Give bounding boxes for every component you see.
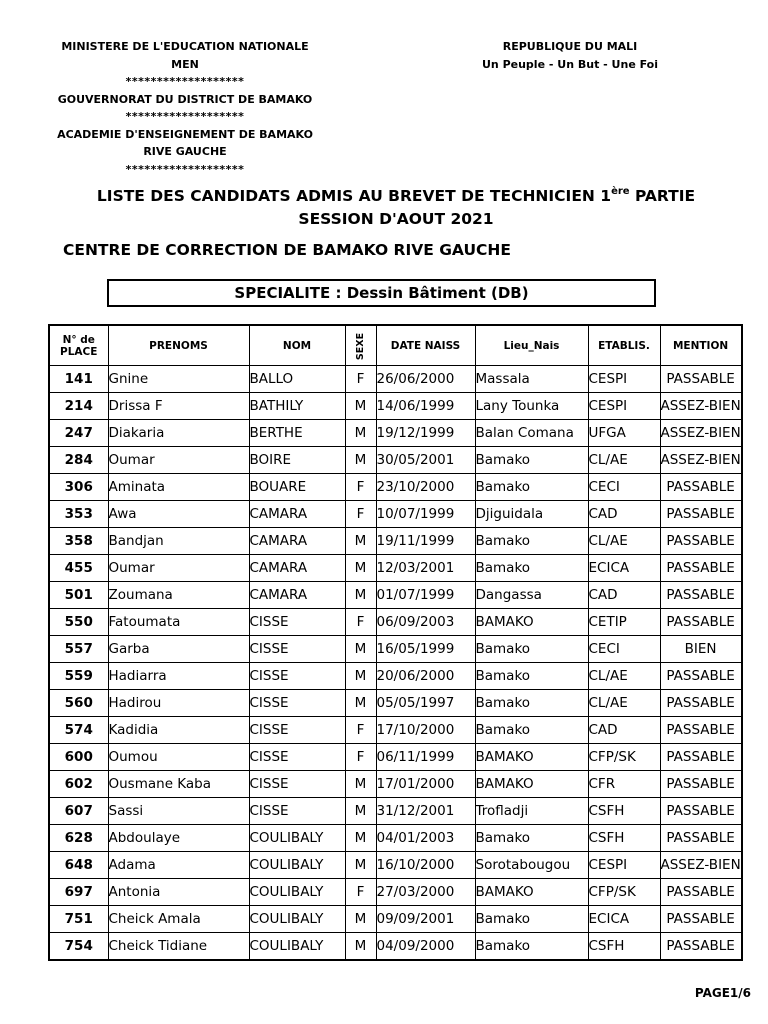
cell-date: 01/07/1999 <box>376 582 475 609</box>
cell-etablis: CFP/SK <box>588 744 660 771</box>
cell-etablis: CL/AE <box>588 690 660 717</box>
table-row <box>49 393 742 420</box>
table-row <box>49 636 742 663</box>
cell-date: 16/10/2000 <box>376 852 475 879</box>
separator-stars: ******************* <box>125 162 245 176</box>
cell-etablis: CSFH <box>588 933 660 961</box>
cell-sexe: F <box>345 879 376 906</box>
cell-nom: COULIBALY <box>249 852 345 879</box>
cell-prenoms: Oumou <box>108 744 249 771</box>
cell-nom: CISSE <box>249 609 345 636</box>
cell-sexe: M <box>345 582 376 609</box>
cell-etablis: CESPI <box>588 393 660 420</box>
cell-place: 574 <box>49 717 108 744</box>
cell-place: 754 <box>49 933 108 961</box>
cell-place: 751 <box>49 906 108 933</box>
cell-place: 607 <box>49 798 108 825</box>
cell-sexe: M <box>345 663 376 690</box>
cell-etablis: CAD <box>588 501 660 528</box>
cell-place: 306 <box>49 474 108 501</box>
cell-nom: CISSE <box>249 663 345 690</box>
cell-lieu: BAMAKO <box>475 609 588 636</box>
cell-date: 19/12/1999 <box>376 420 475 447</box>
cell-sexe: F <box>345 744 376 771</box>
cell-lieu: Bamako <box>475 663 588 690</box>
cell-place: 455 <box>49 555 108 582</box>
cell-date: 06/11/1999 <box>376 744 475 771</box>
cell-sexe: M <box>345 528 376 555</box>
cell-place: 141 <box>49 366 108 393</box>
table-row <box>49 879 742 906</box>
cell-nom: CISSE <box>249 636 345 663</box>
cell-date: 05/05/1997 <box>376 690 475 717</box>
cell-prenoms: Antonia <box>108 879 249 906</box>
cell-date: 14/06/1999 <box>376 393 475 420</box>
cell-nom: CAMARA <box>249 528 345 555</box>
cell-date: 19/11/1999 <box>376 528 475 555</box>
cell-date: 20/06/2000 <box>376 663 475 690</box>
cell-etablis: CESPI <box>588 852 660 879</box>
table-row <box>49 906 742 933</box>
table-row <box>49 528 742 555</box>
cell-mention: PASSABLE <box>660 690 742 717</box>
cell-lieu: Bamako <box>475 474 588 501</box>
cell-etablis: UFGA <box>588 420 660 447</box>
title-line-1: LISTE DES CANDIDATS ADMIS AU BREVET DE TECHNICIEN 1ère PARTIE <box>96 186 696 205</box>
table-row <box>49 474 742 501</box>
academy-name: ACADEMIE D'ENSEIGNEMENT DE BAMAKO <box>57 127 313 141</box>
cell-place: 559 <box>49 663 108 690</box>
cell-sexe: M <box>345 771 376 798</box>
cell-mention: PASSABLE <box>660 717 742 744</box>
cell-date: 06/09/2003 <box>376 609 475 636</box>
country-motto: Un Peuple - Un But - Une Foi <box>481 57 659 71</box>
table-row <box>49 933 742 961</box>
cell-prenoms: Cheick Tidiane <box>108 933 249 961</box>
cell-nom: CAMARA <box>249 501 345 528</box>
col-prenoms-header: PRENOMS <box>108 325 249 366</box>
cell-place: 628 <box>49 825 108 852</box>
cell-sexe: F <box>345 609 376 636</box>
candidates-table <box>48 324 743 961</box>
cell-date: 30/05/2001 <box>376 447 475 474</box>
specialty-box: SPECIALITE : Dessin Bâtiment (DB) <box>107 279 656 307</box>
cell-mention: ASSEZ-BIEN <box>660 393 742 420</box>
cell-nom: BATHILY <box>249 393 345 420</box>
cell-place: 602 <box>49 771 108 798</box>
cell-etablis: CFR <box>588 771 660 798</box>
cell-nom: COULIBALY <box>249 879 345 906</box>
col-place-header: N° de PLACE <box>49 325 108 366</box>
cell-mention: PASSABLE <box>660 663 742 690</box>
cell-sexe: M <box>345 636 376 663</box>
cell-sexe: M <box>345 447 376 474</box>
table-row <box>49 663 742 690</box>
cell-place: 358 <box>49 528 108 555</box>
cell-etablis: CSFH <box>588 798 660 825</box>
cell-place: 550 <box>49 609 108 636</box>
cell-prenoms: Zoumana <box>108 582 249 609</box>
cell-place: 557 <box>49 636 108 663</box>
cell-mention: PASSABLE <box>660 771 742 798</box>
cell-lieu: BAMAKO <box>475 771 588 798</box>
table-row <box>49 420 742 447</box>
correction-centre: CENTRE DE CORRECTION DE BAMAKO RIVE GAUCHE <box>63 241 511 259</box>
cell-nom: COULIBALY <box>249 933 345 961</box>
cell-sexe: M <box>345 933 376 961</box>
table-row <box>49 447 742 474</box>
cell-lieu: Bamako <box>475 636 588 663</box>
table-row <box>49 555 742 582</box>
cell-lieu: Bamako <box>475 528 588 555</box>
cell-sexe: M <box>345 420 376 447</box>
cell-mention: PASSABLE <box>660 528 742 555</box>
cell-lieu: Lany Tounka <box>475 393 588 420</box>
cell-prenoms: Aminata <box>108 474 249 501</box>
cell-nom: CISSE <box>249 798 345 825</box>
cell-place: 697 <box>49 879 108 906</box>
cell-sexe: M <box>345 555 376 582</box>
header-right <box>455 38 685 73</box>
table-row <box>49 690 742 717</box>
cell-mention: PASSABLE <box>660 555 742 582</box>
cell-place: 284 <box>49 447 108 474</box>
cell-prenoms: Kadidia <box>108 717 249 744</box>
cell-lieu: Massala <box>475 366 588 393</box>
cell-nom: CISSE <box>249 744 345 771</box>
col-sexe-header: SEXE <box>345 325 376 366</box>
cell-nom: CISSE <box>249 771 345 798</box>
cell-lieu: Balan Comana <box>475 420 588 447</box>
country-name: REPUBLIQUE DU MALI <box>502 40 638 53</box>
cell-place: 214 <box>49 393 108 420</box>
cell-date: 12/03/2001 <box>376 555 475 582</box>
cell-etablis: CESPI <box>588 366 660 393</box>
cell-mention: PASSABLE <box>660 582 742 609</box>
cell-prenoms: Cheick Amala <box>108 906 249 933</box>
cell-nom: BOIRE <box>249 447 345 474</box>
separator-stars: ******************* <box>125 110 245 123</box>
table-row <box>49 852 742 879</box>
cell-date: 09/09/2001 <box>376 906 475 933</box>
table-row <box>49 798 742 825</box>
cell-lieu: Dangassa <box>475 582 588 609</box>
cell-sexe: M <box>345 393 376 420</box>
cell-sexe: F <box>345 501 376 528</box>
cell-lieu: Bamako <box>475 906 588 933</box>
cell-lieu: BAMAKO <box>475 879 588 906</box>
cell-nom: CISSE <box>249 690 345 717</box>
col-lieu-header: Lieu_Nais <box>475 325 588 366</box>
cell-etablis: CECI <box>588 636 660 663</box>
cell-etablis: CSFH <box>588 825 660 852</box>
cell-prenoms: Hadiarra <box>108 663 249 690</box>
cell-nom: BERTHE <box>249 420 345 447</box>
header-left <box>30 38 340 178</box>
cell-place: 247 <box>49 420 108 447</box>
table-row <box>49 717 742 744</box>
cell-date: 31/12/2001 <box>376 798 475 825</box>
table-row <box>49 366 742 393</box>
cell-date: 17/10/2000 <box>376 717 475 744</box>
cell-prenoms: Oumar <box>108 447 249 474</box>
document-title <box>0 180 768 231</box>
cell-prenoms: Bandjan <box>108 528 249 555</box>
separator-stars: ******************* <box>125 75 245 88</box>
table-row <box>49 744 742 771</box>
cell-etablis: CETIP <box>588 609 660 636</box>
page-number: PAGE1/6 <box>694 986 751 1000</box>
cell-lieu: Bamako <box>475 717 588 744</box>
cell-prenoms: Adama <box>108 852 249 879</box>
cell-etablis: CL/AE <box>588 528 660 555</box>
governorate-name: GOUVERNORAT DU DISTRICT DE BAMAKO <box>57 92 313 106</box>
cell-place: 560 <box>49 690 108 717</box>
cell-sexe: F <box>345 717 376 744</box>
cell-date: 16/05/1999 <box>376 636 475 663</box>
cell-prenoms: Garba <box>108 636 249 663</box>
cell-prenoms: Abdoulaye <box>108 825 249 852</box>
cell-place: 600 <box>49 744 108 771</box>
cell-nom: CAMARA <box>249 582 345 609</box>
cell-mention: PASSABLE <box>660 366 742 393</box>
col-mention-header: MENTION <box>660 325 742 366</box>
table-row <box>49 501 742 528</box>
cell-mention: ASSEZ-BIEN <box>660 447 742 474</box>
cell-mention: PASSABLE <box>660 933 742 961</box>
cell-lieu: Bamako <box>475 825 588 852</box>
cell-place: 501 <box>49 582 108 609</box>
cell-etablis: CL/AE <box>588 663 660 690</box>
cell-nom: COULIBALY <box>249 906 345 933</box>
title-line-2: SESSION D'AOUT 2021 <box>298 210 494 228</box>
academy-subtitle: RIVE GAUCHE <box>143 145 227 158</box>
cell-mention: PASSABLE <box>660 609 742 636</box>
cell-lieu: BAMAKO <box>475 744 588 771</box>
table-row <box>49 582 742 609</box>
cell-nom: CISSE <box>249 717 345 744</box>
cell-sexe: M <box>345 798 376 825</box>
cell-nom: BOUARE <box>249 474 345 501</box>
cell-sexe: F <box>345 366 376 393</box>
table-header-row <box>49 325 742 366</box>
cell-prenoms: Oumar <box>108 555 249 582</box>
cell-mention: PASSABLE <box>660 501 742 528</box>
col-etablis-header: ETABLIS. <box>588 325 660 366</box>
table-row <box>49 825 742 852</box>
cell-prenoms: Diakaria <box>108 420 249 447</box>
cell-lieu: Sorotabougou <box>475 852 588 879</box>
cell-mention: PASSABLE <box>660 879 742 906</box>
cell-lieu: Djiguidala <box>475 501 588 528</box>
cell-etablis: ECICA <box>588 555 660 582</box>
cell-date: 27/03/2000 <box>376 879 475 906</box>
cell-mention: PASSABLE <box>660 474 742 501</box>
cell-mention: BIEN <box>660 636 742 663</box>
cell-mention: ASSEZ-BIEN <box>660 852 742 879</box>
cell-sexe: M <box>345 852 376 879</box>
cell-date: 23/10/2000 <box>376 474 475 501</box>
cell-nom: BALLO <box>249 366 345 393</box>
cell-date: 04/09/2000 <box>376 933 475 961</box>
cell-prenoms: Drissa F <box>108 393 249 420</box>
cell-date: 17/01/2000 <box>376 771 475 798</box>
cell-date: 10/07/1999 <box>376 501 475 528</box>
col-date-header: DATE NAISS <box>376 325 475 366</box>
cell-prenoms: Fatoumata <box>108 609 249 636</box>
cell-etablis: CECI <box>588 474 660 501</box>
cell-sexe: F <box>345 474 376 501</box>
cell-lieu: Bamako <box>475 933 588 961</box>
cell-lieu: Bamako <box>475 555 588 582</box>
cell-etablis: CFP/SK <box>588 879 660 906</box>
cell-etablis: CL/AE <box>588 447 660 474</box>
ministry-name: MINISTERE DE L'EDUCATION NATIONALE <box>61 40 309 53</box>
cell-prenoms: Gnine <box>108 366 249 393</box>
cell-lieu: Bamako <box>475 690 588 717</box>
table-row <box>49 609 742 636</box>
cell-sexe: M <box>345 825 376 852</box>
cell-prenoms: Hadirou <box>108 690 249 717</box>
cell-mention: ASSEZ-BIEN <box>660 420 742 447</box>
cell-lieu: Bamako <box>475 447 588 474</box>
cell-place: 648 <box>49 852 108 879</box>
cell-nom: CAMARA <box>249 555 345 582</box>
cell-etablis: CAD <box>588 717 660 744</box>
cell-mention: PASSABLE <box>660 798 742 825</box>
cell-date: 04/01/2003 <box>376 825 475 852</box>
cell-mention: PASSABLE <box>660 825 742 852</box>
cell-etablis: ECICA <box>588 906 660 933</box>
cell-mention: PASSABLE <box>660 744 742 771</box>
ministry-abbr: MEN <box>171 57 199 71</box>
cell-prenoms: Awa <box>108 501 249 528</box>
cell-prenoms: Sassi <box>108 798 249 825</box>
cell-prenoms: Ousmane Kaba <box>108 771 249 798</box>
cell-lieu: Trofladji <box>475 798 588 825</box>
table-row <box>49 771 742 798</box>
cell-sexe: M <box>345 906 376 933</box>
col-nom-header: NOM <box>249 325 345 366</box>
cell-date: 26/06/2000 <box>376 366 475 393</box>
cell-mention: PASSABLE <box>660 906 742 933</box>
cell-place: 353 <box>49 501 108 528</box>
cell-sexe: M <box>345 690 376 717</box>
cell-nom: COULIBALY <box>249 825 345 852</box>
cell-etablis: CAD <box>588 582 660 609</box>
